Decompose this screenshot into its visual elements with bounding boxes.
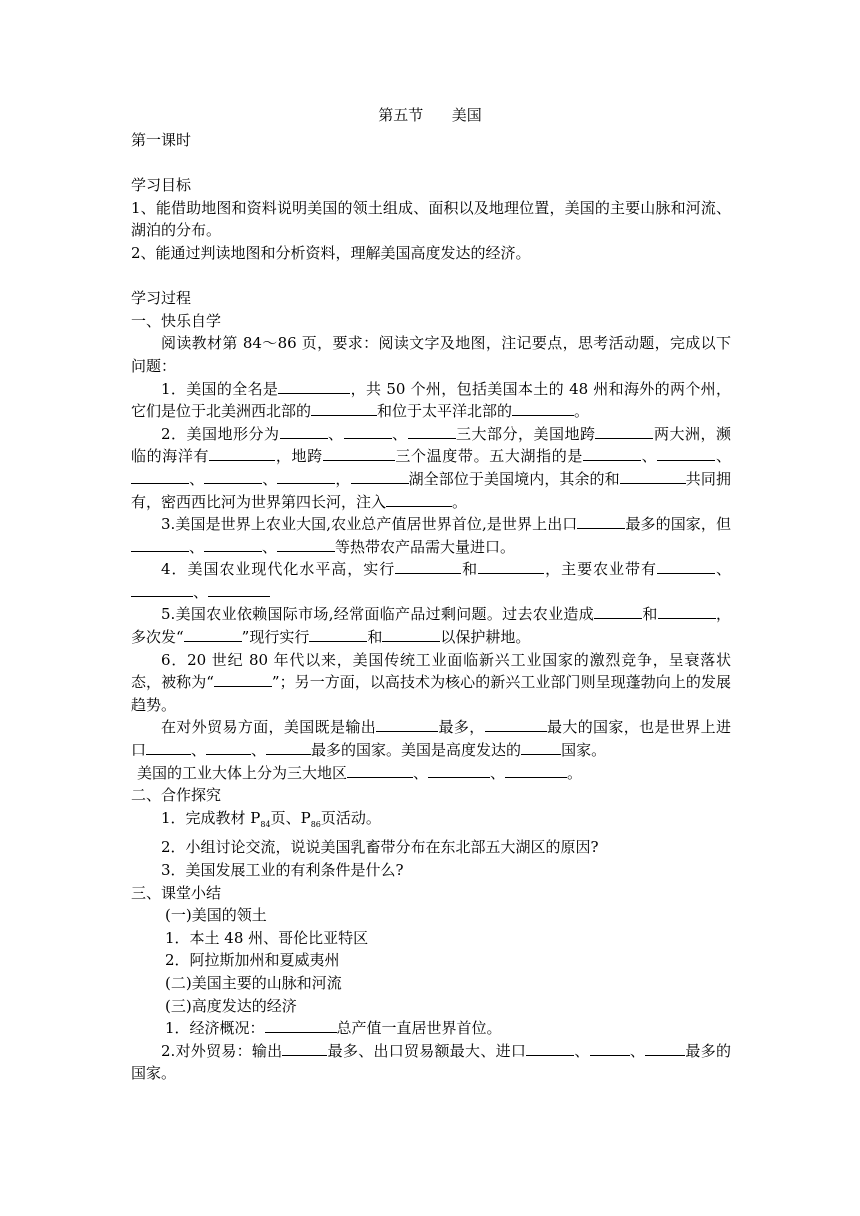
fill-blank[interactable] bbox=[478, 558, 544, 574]
fill-blank[interactable] bbox=[386, 491, 452, 507]
fill-blank[interactable] bbox=[594, 603, 642, 619]
summary-item: 2．阿拉斯加州和夏威夷州 bbox=[165, 951, 340, 970]
fill-blank[interactable] bbox=[376, 716, 438, 732]
fill-blank[interactable] bbox=[309, 626, 367, 642]
summary-topic: (一)美国的领土 bbox=[165, 906, 267, 925]
explore-item: 1．完成教材 $P_{84}$页、$P_{86}$页活动。 bbox=[161, 808, 381, 829]
fill-blank[interactable] bbox=[505, 762, 567, 778]
section-heading: 三、课堂小结 bbox=[131, 883, 222, 902]
fill-blank[interactable] bbox=[395, 558, 461, 574]
fill-blank[interactable] bbox=[214, 671, 272, 687]
fill-blank[interactable] bbox=[526, 1040, 574, 1056]
summary-topic: (三)高度发达的经济 bbox=[165, 996, 297, 1015]
fill-blank[interactable] bbox=[428, 762, 490, 778]
process-heading: 学习过程 bbox=[131, 289, 192, 308]
fill-blank[interactable] bbox=[512, 400, 574, 416]
question-3: 3.美国是世界上农业大国,农业总产值居世界首位,是世界上出口 最多的国家，但、 、 等热带农产品需大量进口。 bbox=[131, 513, 731, 558]
industry-paragraph: 美国的工业大体上分为三大地区 、 、 。 bbox=[137, 763, 583, 782]
fill-blank[interactable] bbox=[382, 626, 440, 642]
lesson-label: 第一课时 bbox=[131, 131, 192, 149]
fill-blank[interactable] bbox=[311, 400, 377, 416]
fill-blank[interactable] bbox=[278, 378, 350, 394]
question-4: 4．美国农业现代化水平高，实行 和 ，主要农业带有 、、 bbox=[131, 558, 731, 603]
fill-blank[interactable] bbox=[351, 468, 409, 484]
fill-blank[interactable] bbox=[485, 716, 547, 732]
section-heading: 二、合作探究 bbox=[131, 786, 222, 805]
fill-blank[interactable] bbox=[277, 468, 335, 484]
fill-blank[interactable] bbox=[595, 423, 653, 439]
explore-item: 3．美国发展工业的有利条件是什么? bbox=[161, 861, 404, 879]
fill-blank[interactable] bbox=[266, 739, 311, 755]
summary-item: 1．经济概况： 总产值一直居世界首位。 bbox=[165, 1019, 502, 1038]
fill-blank[interactable] bbox=[206, 739, 251, 755]
fill-blank[interactable] bbox=[521, 739, 561, 755]
fill-blank[interactable] bbox=[204, 536, 262, 552]
fill-blank[interactable] bbox=[265, 1017, 337, 1033]
fill-blank[interactable] bbox=[146, 739, 191, 755]
question-5: 5.美国农业依赖国际市场,经常面临产品过剩问题。过去农业造成 和 ，多次发“ ”现行实行 和 以保护耕地。 bbox=[131, 605, 731, 647]
fill-blank[interactable] bbox=[323, 445, 395, 461]
document-body bbox=[131, 129, 731, 1085]
fill-blank[interactable] bbox=[620, 468, 686, 484]
goals-heading: 学习目标 bbox=[131, 176, 192, 195]
summary-topic: (二)美国主要的山脉和河流 bbox=[165, 973, 342, 992]
fill-blank[interactable] bbox=[590, 1040, 630, 1056]
fill-blank[interactable] bbox=[645, 1040, 685, 1056]
summary-item: 2.对外贸易：输出 最多、出口贸易额最大、进口 、 、 最多的国家。 bbox=[131, 1041, 731, 1083]
fill-blank[interactable] bbox=[131, 581, 193, 597]
fill-blank[interactable] bbox=[209, 445, 275, 461]
question-2: 2．美国地形分为 、 、 三大部分，美国地跨 两大洲，濒临的海洋有 ，地跨 三个温度带。五大湖指的是 、 、、 、 ， 湖全部位于美国境内，其余的和 共同拥有，密西西比河为世界第四长河，注入 。 bbox=[131, 424, 731, 511]
summary-item: 1．本土 48 州、哥伦比亚特区 bbox=[165, 928, 369, 947]
fill-blank[interactable] bbox=[282, 1040, 327, 1056]
fill-blank[interactable] bbox=[577, 513, 625, 529]
goal-item: 1、能借助地图和资料说明美国的领土组成、面积以及地理位置，美国的主要山脉和河流、湖泊的分布。 bbox=[131, 198, 731, 240]
fill-blank[interactable] bbox=[131, 536, 189, 552]
page-title: 第五节 美国 bbox=[378, 106, 482, 124]
fill-blank[interactable] bbox=[280, 423, 328, 439]
fill-blank[interactable] bbox=[344, 423, 392, 439]
fill-blank[interactable] bbox=[204, 468, 262, 484]
fill-blank[interactable] bbox=[184, 626, 242, 642]
fill-blank[interactable] bbox=[658, 603, 716, 619]
intro-paragraph: 阅读教材第 84～86 页，要求：阅读文字及地图，注记要点，思考活动题，完成以下问题： bbox=[131, 334, 731, 375]
section-heading: 一、快乐自学 bbox=[131, 311, 222, 330]
fill-blank[interactable] bbox=[408, 423, 456, 439]
fill-blank[interactable] bbox=[131, 468, 189, 484]
question-1: 1．美国的全名是 ，共 50 个州，包括美国本土的 48 州和海外的两个州，它们是位于北美洲西北部的 和位于太平洋北部的 。 bbox=[131, 379, 732, 421]
goal-item: 2、能通过判读地图和分析资料，理解美国高度发达的经济。 bbox=[131, 243, 531, 262]
trade-paragraph: 在对外贸易方面，美国既是输出 最多， 最大的国家，也是世界上进口 、 、 最多的国家。美国是高度发达的 国家。 bbox=[131, 718, 731, 760]
fill-blank[interactable] bbox=[277, 536, 335, 552]
fill-blank[interactable] bbox=[208, 581, 270, 597]
question-6: 6．20 世纪 80 年代以来，美国传统工业面临新兴工业国家的激烈竞争，呈衰落状态，被称为“ ”；另一方面，以高技术为核心的新兴工业部门则呈现蓬勃向上的发展趋势。 bbox=[131, 650, 732, 714]
fill-blank[interactable] bbox=[347, 762, 413, 778]
explore-item: 2．小组讨论交流，说说美国乳畜带分布在东北部五大湖区的原因? bbox=[161, 838, 599, 857]
fill-blank[interactable] bbox=[657, 558, 715, 574]
fill-blank[interactable] bbox=[657, 445, 715, 461]
fill-blank[interactable] bbox=[583, 445, 641, 461]
